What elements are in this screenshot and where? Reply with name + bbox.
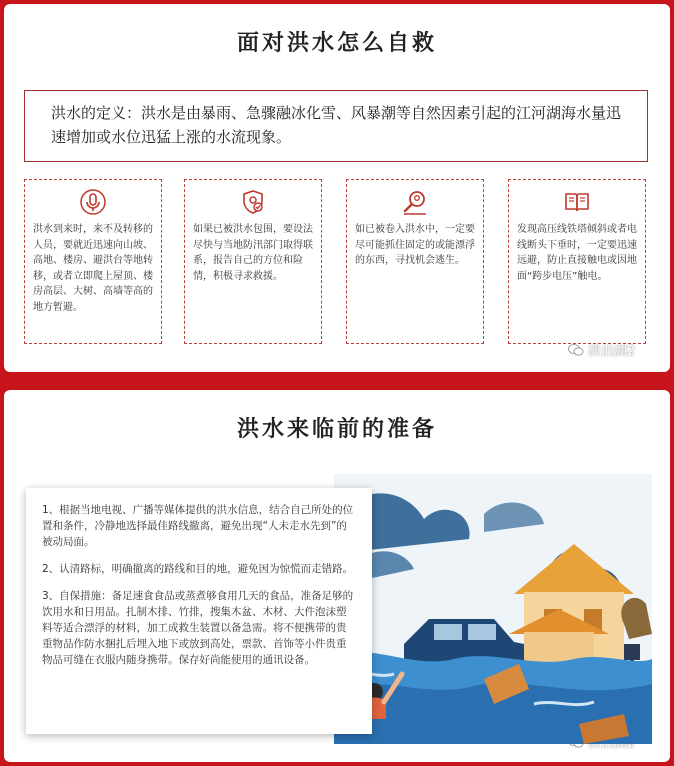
tip-card-grab [346, 179, 484, 344]
tip-card-contact [184, 179, 322, 344]
watermark [568, 340, 635, 359]
section-title: 面对洪水怎么自救 [236, 30, 437, 56]
book-icon [563, 188, 591, 216]
tip-text: 如已被卷入洪水中，一定要尽可能抓住固定的或能漂浮的东西，寻找机会逃生。 [355, 224, 475, 266]
prep-item: 2、认清路标，明确撤离的路线和目的地，避免因为惊慌而走错路。 [42, 563, 354, 575]
prep-item: 3、自保措施：备足速食食品或蒸煮够食用几天的食品，准备足够的饮用水和日用品。扎制木排、竹排，搜集木盆、木材、大件泡沫塑料等适合漂浮的材料，加工成救生装置以备急需。将不便携带的贵重物品作防水捆扎后埋入地下或放到高处，票款、首饰等小件贵重物品可缝在衣服内随身携带。保存好尚能使用的通讯设备。 [42, 590, 354, 666]
flood-definition: 洪水的定义：洪水是由暴雨、急骤融冰化雪、风暴潮等自然因素引起的江河湖海水量迅速增加或水位迅猛上涨的水流现象。 [24, 90, 648, 162]
preparation-panel [4, 390, 670, 762]
watermark-text: 淡泊湖2 [588, 344, 636, 359]
tip-text: 如果已被洪水包围，要设法尽快与当地防汛部门取得联系，报告自己的方位和险情，积极寻求救援。 [193, 224, 313, 282]
section-title: 洪水来临前的准备 [236, 416, 437, 442]
wechat-icon [568, 343, 584, 357]
prep-item: 1、根据当地电视、广播等媒体提供的洪水信息，结合自己所处的位置和条件，冷静地选择最佳路线撤离，避免出现“人未走水先到”的被动局面。 [42, 504, 354, 548]
self-rescue-panel [4, 4, 670, 372]
tip-card-electric [508, 179, 646, 344]
tip-text: 洪水到来时，来不及转移的人员，要就近迅速向山坡、高地、楼房、避洪台等地转移，或者立即爬上屋顶、楼房高层、大树、高墙等高的地方暂避。 [33, 224, 153, 313]
flood-illustration [334, 474, 652, 744]
shield-icon [239, 188, 267, 216]
tip-text: 发现高压线铁塔倾斜或者电线断头下垂时，一定要迅速远避，防止直接触电或因地面“跨步电压”触电。 [517, 224, 637, 282]
tip-card-evacuate [24, 179, 162, 344]
microphone-icon [79, 188, 107, 216]
preparation-list [26, 488, 372, 734]
magnifier-icon [401, 188, 429, 216]
